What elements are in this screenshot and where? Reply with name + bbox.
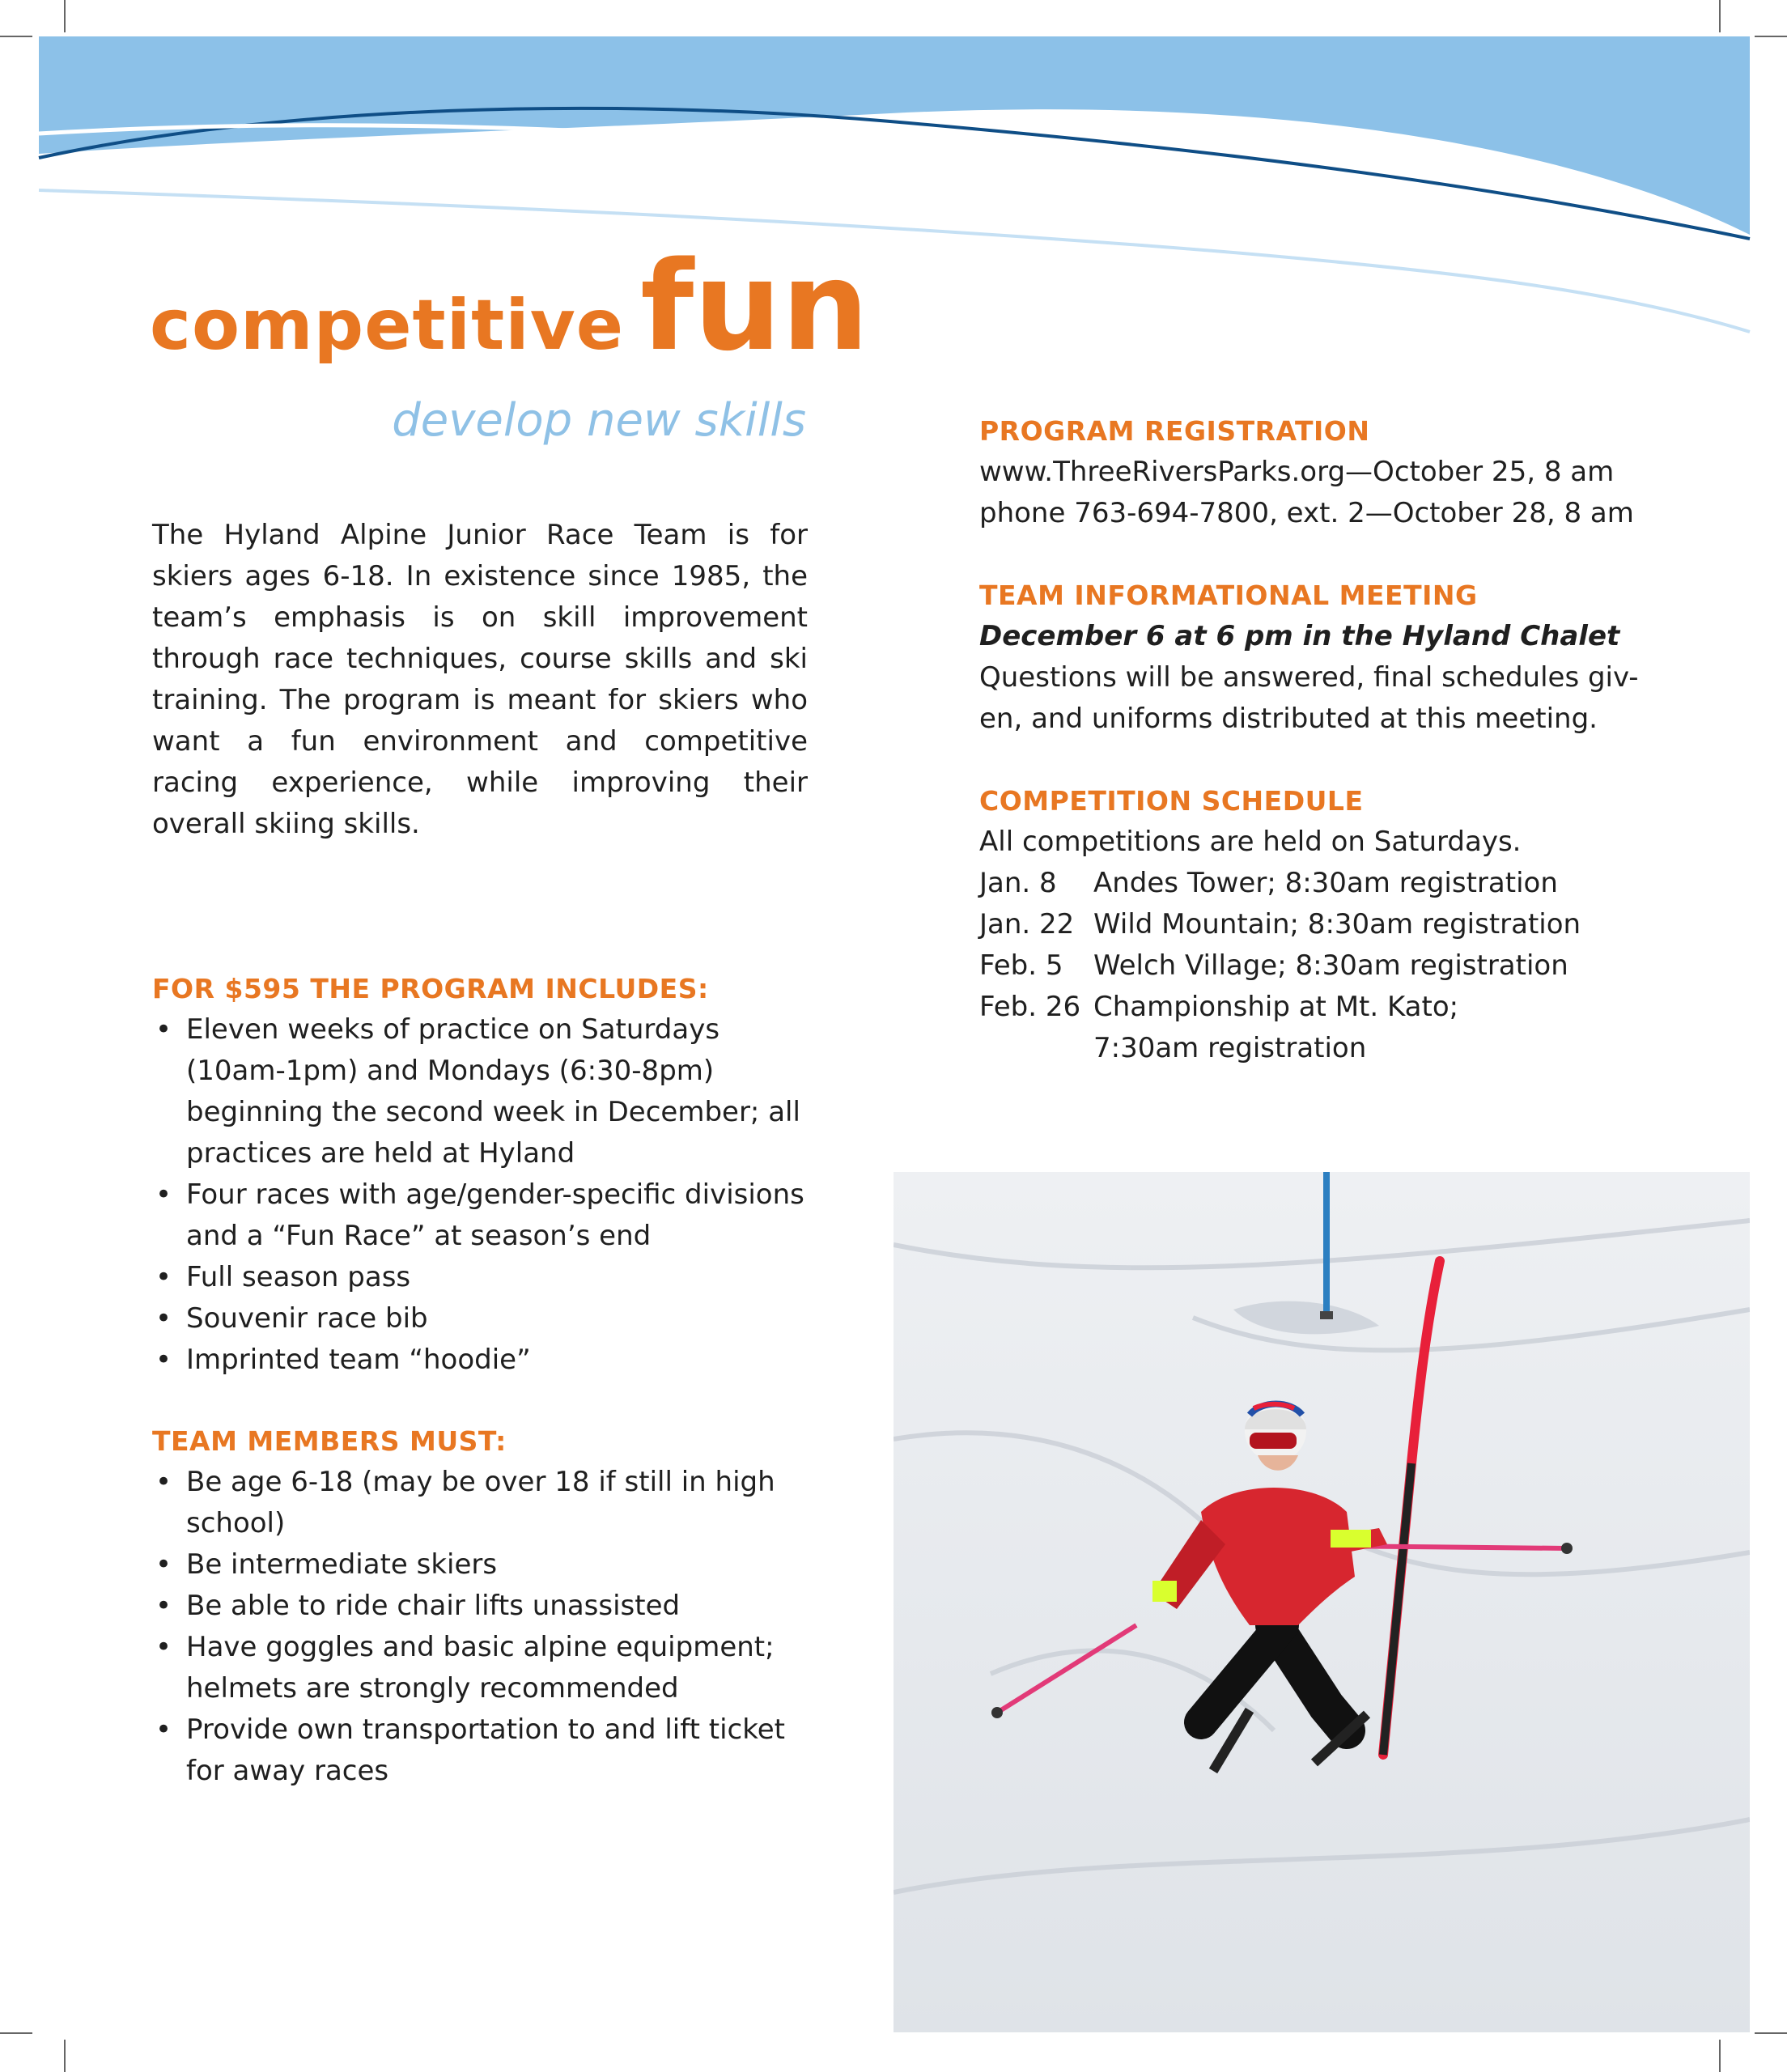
- skier-photo: [894, 1172, 1750, 2032]
- requirements-heading: TEAM MEMBERS MUST:: [152, 1425, 507, 1457]
- list-item: • Be intermediate skiers: [152, 1544, 812, 1586]
- list-item: • Provide own transportation to and lift ticket for away races: [152, 1709, 812, 1792]
- includes-section: [152, 968, 812, 1381]
- schedule-date: Jan. 8: [979, 867, 1057, 899]
- title-word-competitive: competitive: [150, 285, 625, 366]
- schedule-date: Feb. 5: [979, 949, 1063, 982]
- page-subtitle: develop new skills: [392, 394, 806, 447]
- list-item: • Full season pass: [152, 1257, 812, 1298]
- schedule-row: [979, 1028, 1675, 1069]
- list-item: • Souvenir race bib: [152, 1298, 812, 1340]
- list-item: • Be able to ride chair lifts unassisted: [152, 1586, 812, 1627]
- registration-web: www.ThreeRiversParks.org—October 25, 8 am: [979, 456, 1615, 488]
- list-item: • Four races with age/gender-specific divisions and a “Fun Race” at season’s end: [152, 1174, 812, 1257]
- title-word-fun: fun: [640, 235, 869, 378]
- schedule-note: All competitions are held on Saturdays.: [979, 826, 1522, 858]
- list-item: • Have goggles and basic alpine equipment; helmets are strongly recommended: [152, 1627, 812, 1709]
- meeting-details-line1: Questions will be answered, final schedules giv-: [979, 661, 1639, 694]
- page-title: [150, 235, 869, 378]
- schedule-heading: COMPETITION SCHEDULE: [979, 785, 1364, 817]
- schedule-row: [979, 987, 1675, 1028]
- schedule-event: 7:30am registration: [1093, 1032, 1367, 1064]
- meeting-section: [979, 575, 1675, 740]
- includes-list: [152, 1009, 812, 1381]
- schedule-row: [979, 904, 1675, 945]
- list-item: • Imprinted team “hoodie”: [152, 1340, 812, 1381]
- schedule-event: Wild Mountain; 8:30am registration: [1093, 908, 1581, 940]
- schedule-event: Championship at Mt. Kato;: [1093, 991, 1459, 1023]
- includes-heading: FOR $595 THE PROGRAM INCLUDES:: [152, 973, 709, 1004]
- meeting-heading: TEAM INFORMATIONAL MEETING: [979, 580, 1478, 611]
- schedule-date: Jan. 22: [979, 908, 1075, 940]
- schedule-row: [979, 863, 1675, 904]
- requirements-section: [152, 1420, 812, 1792]
- meeting-when: December 6 at 6 pm in the Hyland Chalet: [979, 620, 1620, 652]
- registration-section: [979, 410, 1675, 534]
- list-item: • Eleven weeks of practice on Saturdays (10am-1pm) and Mondays (6:30-8pm) beginning the second week in December; all practices are held at Hyland: [152, 1009, 812, 1174]
- schedule-event: Welch Village; 8:30am registration: [1093, 949, 1568, 982]
- schedule-event: Andes Tower; 8:30am registration: [1093, 867, 1558, 899]
- registration-heading: PROGRAM REGISTRATION: [979, 415, 1370, 447]
- schedule-date: [979, 1028, 1093, 1069]
- registration-phone: phone 763-694-7800, ext. 2—October 28, 8 am: [979, 497, 1634, 529]
- schedule-row: [979, 945, 1675, 987]
- meeting-details-line2: en, and uniforms distributed at this meeting.: [979, 703, 1598, 735]
- list-item: • Be age 6-18 (may be over 18 if still in high school): [152, 1462, 812, 1544]
- schedule-section: [979, 780, 1675, 1069]
- schedule-date: Feb. 26: [979, 991, 1081, 1023]
- intro-paragraph: The Hyland Alpine Junior Race Team is for skiers ages 6-18. In existence since 1985, the team’s emphasis is on skill improvement through race techniques, course skills and ski training. The program is meant for skiers who want a fun environment and competitive racing experience, while improving their overall skiing skills.: [152, 519, 808, 840]
- requirements-list: [152, 1462, 812, 1792]
